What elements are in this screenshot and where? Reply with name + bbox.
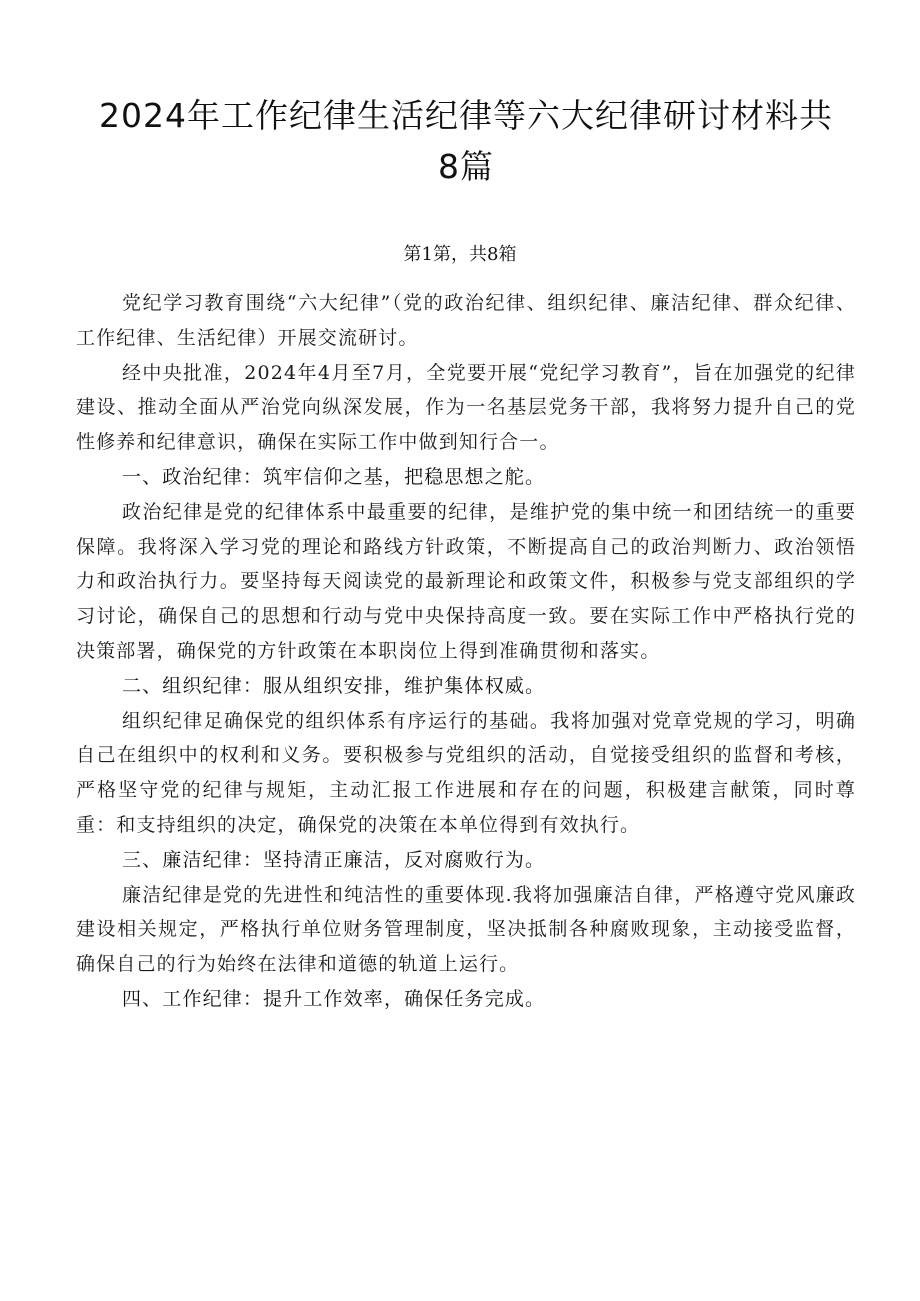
paragraph-background: 经中央批准，2024年4月至7月，全党要开展“党纪学习教育”，旨在加强党的纪律建设、推动全面从严治党向纵深发展，作为一名基层党务干部，我将努力提升自己的党性修养和纪律意识，确保在实际工作中做到知行合一。 [76,361,856,454]
paragraph-intro: 党纪学习教育围绕“六大纪律”（党的政治纪律、组织纪律、廉洁纪律、群众纪律、工作纪律、生活纪律）开展交流研讨。 [76,292,856,349]
paragraph-organizational-discipline: 组织纪律足确保党的组织体系有序运行的基础。我将加强对党章党规的学习，明确自己在组织中的权利和义务。要积极参与党组织的活动，自觉接受组织的监督和考核，严格坚守党的纪律与规矩，主动汇报工作进展和存在的问题，积极建言献策，同时尊重：和支持组织的决定，确保党的决策在本单位得到有效执行。 [76,709,856,836]
document-body [76,286,856,1017]
paragraph-political-discipline: 政治纪律是党的纪律体系中最重要的纪律，是维护党的集中统一和团结统一的重要保障。我将深入学习党的理论和路线方针政策，不断提高自己的政治判断力、政治领悟力和政治执行力。要坚持每天阅读党的最新理论和政策文件，积极参与党支部组织的学习讨论，确保自己的思想和行动与党中央保持高度一致。要在实际工作中严格执行党的决策部署，确保党的方针政策在本职岗位上得到准确贯彻和落实。 [76,500,856,662]
heading-political-discipline: 一、政治纪律：筑牢信仰之基，把稳思想之舵。 [122,465,546,488]
heading-organizational-discipline: 二、组织纪律：服从组织安排，维护集体权威。 [122,674,546,697]
section-heading: 第1第，共8箱 [403,244,517,265]
heading-integrity-discipline: 三、廉洁纪律：坚持清正廉洁，反对腐败行为。 [122,848,546,871]
heading-work-discipline: 四、工作纪律：提升工作效率，确保任务完成。 [122,987,546,1010]
paragraph-integrity-discipline: 廉洁纪律是党的先进性和纯洁性的重要体现.我将加强廉洁自律，严格遵守党风廉政建设相关规定，严格执行单位财务管理制度，坚决抵制各种腐败现象，主动接受监督，确保自己的行为始终在法律和道德的轨道上运行。 [76,883,856,976]
document-title: 2024年工作纪律生活纪律等六大纪律研讨材料共8篇 [99,96,833,186]
